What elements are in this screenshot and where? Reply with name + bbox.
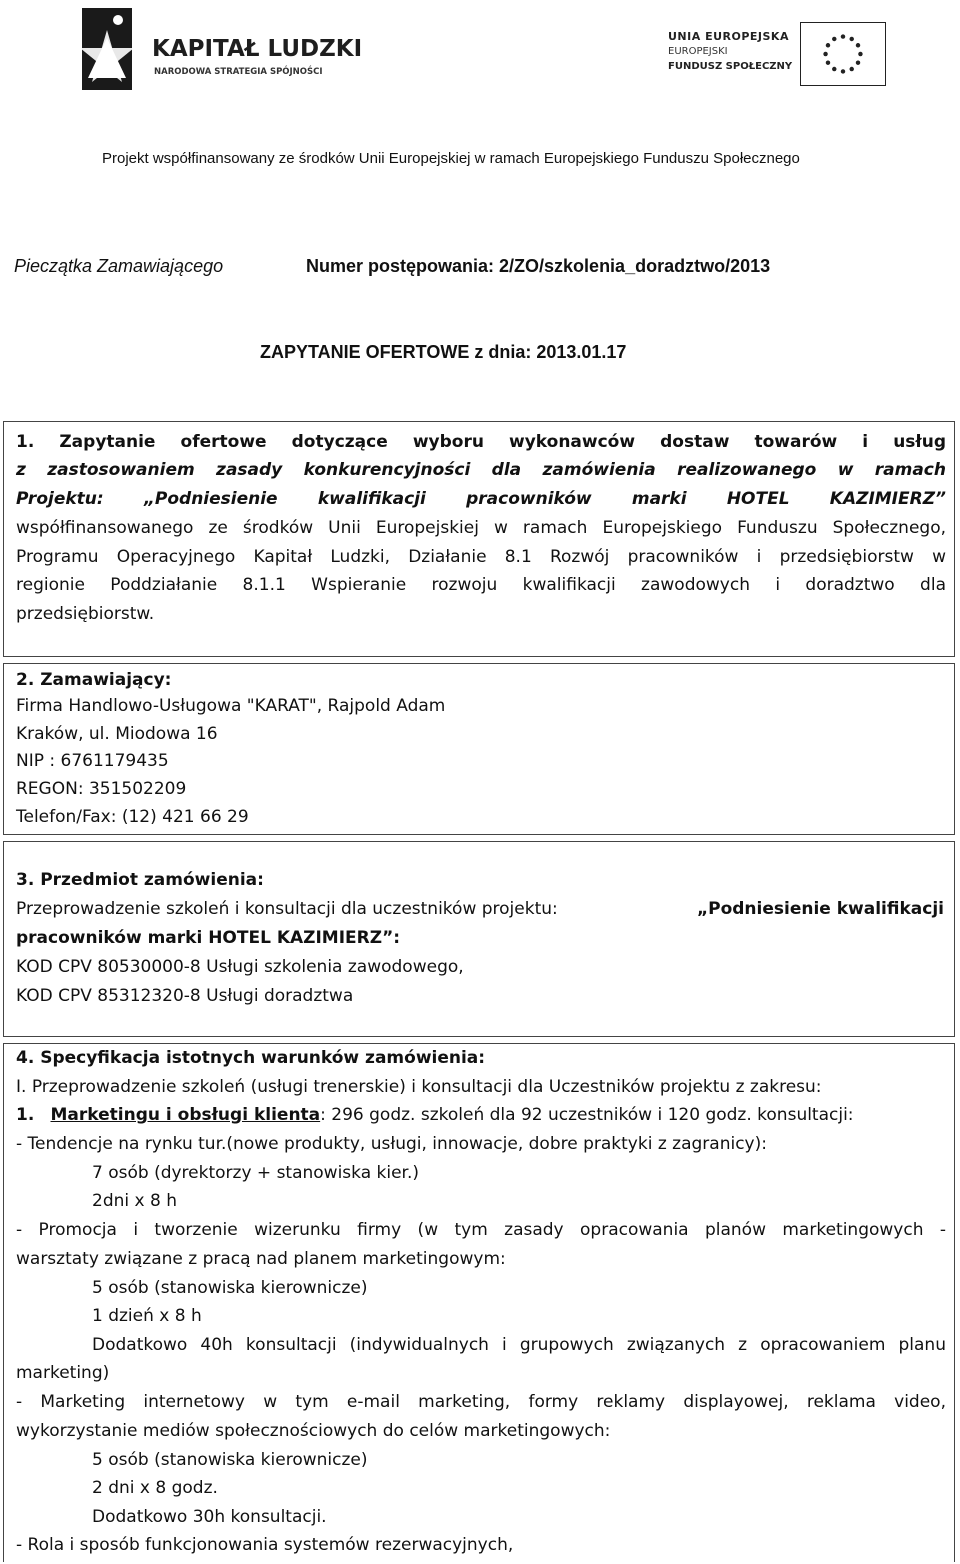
section-2-box xyxy=(3,663,955,835)
cofinanced-note: Projekt współfinansowany ze środków Unii Europejskiej w ramach Europejskiego Funduszu Społecznego xyxy=(102,150,800,167)
s4-heading: 4. Specyfikacja istotnych warunków zamówienia: xyxy=(16,1048,486,1068)
s4-c2: wykorzystanie mediów społecznościowych do celów marketingowych: xyxy=(16,1421,611,1441)
s4-c3: 5 osób (stanowiska kierownicze) xyxy=(92,1450,368,1470)
s2-company: Firma Handlowo-Usługowa "KARAT", Rajpold Adam xyxy=(16,696,446,716)
s4-d1: - Rola i sposób funkcjonowania systemów rezerwacyjnych, xyxy=(16,1535,514,1555)
s3-cpv-1: KOD CPV 80530000-8 Usługi szkolenia zawodowego, xyxy=(16,957,464,977)
s3-line-2: pracowników marki HOTEL KAZIMIERZ”: xyxy=(16,928,401,948)
s2-heading: 2. Zamawiający: xyxy=(16,670,172,690)
s1-line-3: Projektu: „Podniesienie kwalifikacji pracowników marki HOTEL KAZIMIERZ” xyxy=(16,489,946,509)
s4-b2: warsztaty związane z pracą nad planem marketingowym: xyxy=(16,1249,506,1269)
section-1-box xyxy=(3,421,955,657)
s4-item-1 xyxy=(16,1104,854,1126)
s3-line-1b: „Podniesienie kwalifikacji xyxy=(696,899,944,919)
logo-right-line3: FUNDUSZ SPOŁECZNY xyxy=(668,61,793,72)
s4-item-1-rest: : 296 godz. szkoleń dla 92 uczestników i 120 godz. konsultacji: xyxy=(320,1105,854,1125)
s4-c5: Dodatkowo 30h konsultacji. xyxy=(92,1507,327,1527)
s3-heading: 3. Przedmiot zamówienia: xyxy=(16,870,264,890)
s3-line-1a: Przeprowadzenie szkoleń i konsultacji dla uczestników projektu: xyxy=(16,899,558,919)
s3-cpv-2: KOD CPV 85312320-8 Usługi doradztwa xyxy=(16,986,354,1006)
s4-intro: I. Przeprowadzenie szkoleń (usługi trenerskie) i konsultacji dla Uczestników projektu z zakresu: xyxy=(16,1077,822,1097)
kapital-ludzki-logo xyxy=(78,8,363,100)
logo-right-line2: EUROPEJSKI xyxy=(668,46,728,57)
s4-a3: 2dni x 8 h xyxy=(92,1191,177,1211)
s4-b3: 5 osób (stanowiska kierownicze) xyxy=(92,1278,368,1298)
s1-line-4: współfinansowanego ze środków Unii Europejskiej w ramach Europejskiego Funduszu Społecznego, xyxy=(16,518,946,538)
s1-line-5: Programu Operacyjnego Kapitał Ludzki, Działanie 8.1 Rozwój pracowników i przedsiębiorstw w xyxy=(16,547,946,567)
section-4-box xyxy=(3,1043,955,1562)
s4-b1: - Promocja i tworzenie wizerunku firmy (w tym zasady opracowania planów marketingowych - xyxy=(16,1220,946,1240)
page-title: ZAPYTANIE OFERTOWE z dnia: 2013.01.17 xyxy=(260,342,627,362)
eu-logo xyxy=(668,22,888,92)
s4-item-1-number: 1. xyxy=(16,1105,35,1125)
s2-nip: NIP : 6761179435 xyxy=(16,751,169,771)
logo-right-line1: UNIA EUROPEJSKA xyxy=(668,30,789,43)
logo-left-title: KAPITAŁ LUDZKI xyxy=(152,36,363,62)
case-number: Numer postępowania: 2/ZO/szkolenia_doradztwo/2013 xyxy=(306,256,771,276)
stamp-label: Pieczątka Zamawiającego xyxy=(14,256,224,276)
s1-line-6: regionie Poddziałanie 8.1.1 Wspieranie rozwoju kwalifikacji zawodowych i doradztwo dla xyxy=(16,575,946,595)
kapital-ludzki-star-icon xyxy=(78,8,136,96)
eu-flag-icon xyxy=(800,22,886,86)
s2-address: Kraków, ul. Miodowa 16 xyxy=(16,724,218,744)
s4-a1: - Tendencje na rynku tur.(nowe produkty, usługi, innowacje, dobre praktyki z zagranicy): xyxy=(16,1134,767,1154)
s4-a2: 7 osób (dyrektorzy + stanowiska kier.) xyxy=(92,1163,420,1183)
s1-line-1: 1. Zapytanie ofertowe dotyczące wyboru wykonawców dostaw towarów i usług xyxy=(16,432,946,452)
s1-line-7: przedsiębiorstw. xyxy=(16,604,155,624)
s4-b5: Dodatkowo 40h konsultacji (indywidualnych i grupowych związanych z opracowaniem planu xyxy=(92,1335,946,1355)
s2-phone: Telefon/Fax: (12) 421 66 29 xyxy=(16,807,249,827)
s2-regon: REGON: 351502209 xyxy=(16,779,187,799)
s4-b6: marketing) xyxy=(16,1363,110,1383)
logo-left-subtitle: NARODOWA STRATEGIA SPÓJNOŚCI xyxy=(154,67,323,77)
s4-b4: 1 dzień x 8 h xyxy=(92,1306,202,1326)
section-3-box xyxy=(3,841,955,1037)
s4-c4: 2 dni x 8 godz. xyxy=(92,1478,218,1498)
s4-c1: - Marketing internetowy w tym e-mail marketing, formy reklamy displayowej, reklama video, xyxy=(16,1392,946,1412)
s1-line-2: z zastosowaniem zasady konkurencyjności dla zamówienia realizowanego w ramach xyxy=(16,460,946,480)
s4-item-1-title: Marketingu i obsługi klienta xyxy=(50,1105,321,1125)
